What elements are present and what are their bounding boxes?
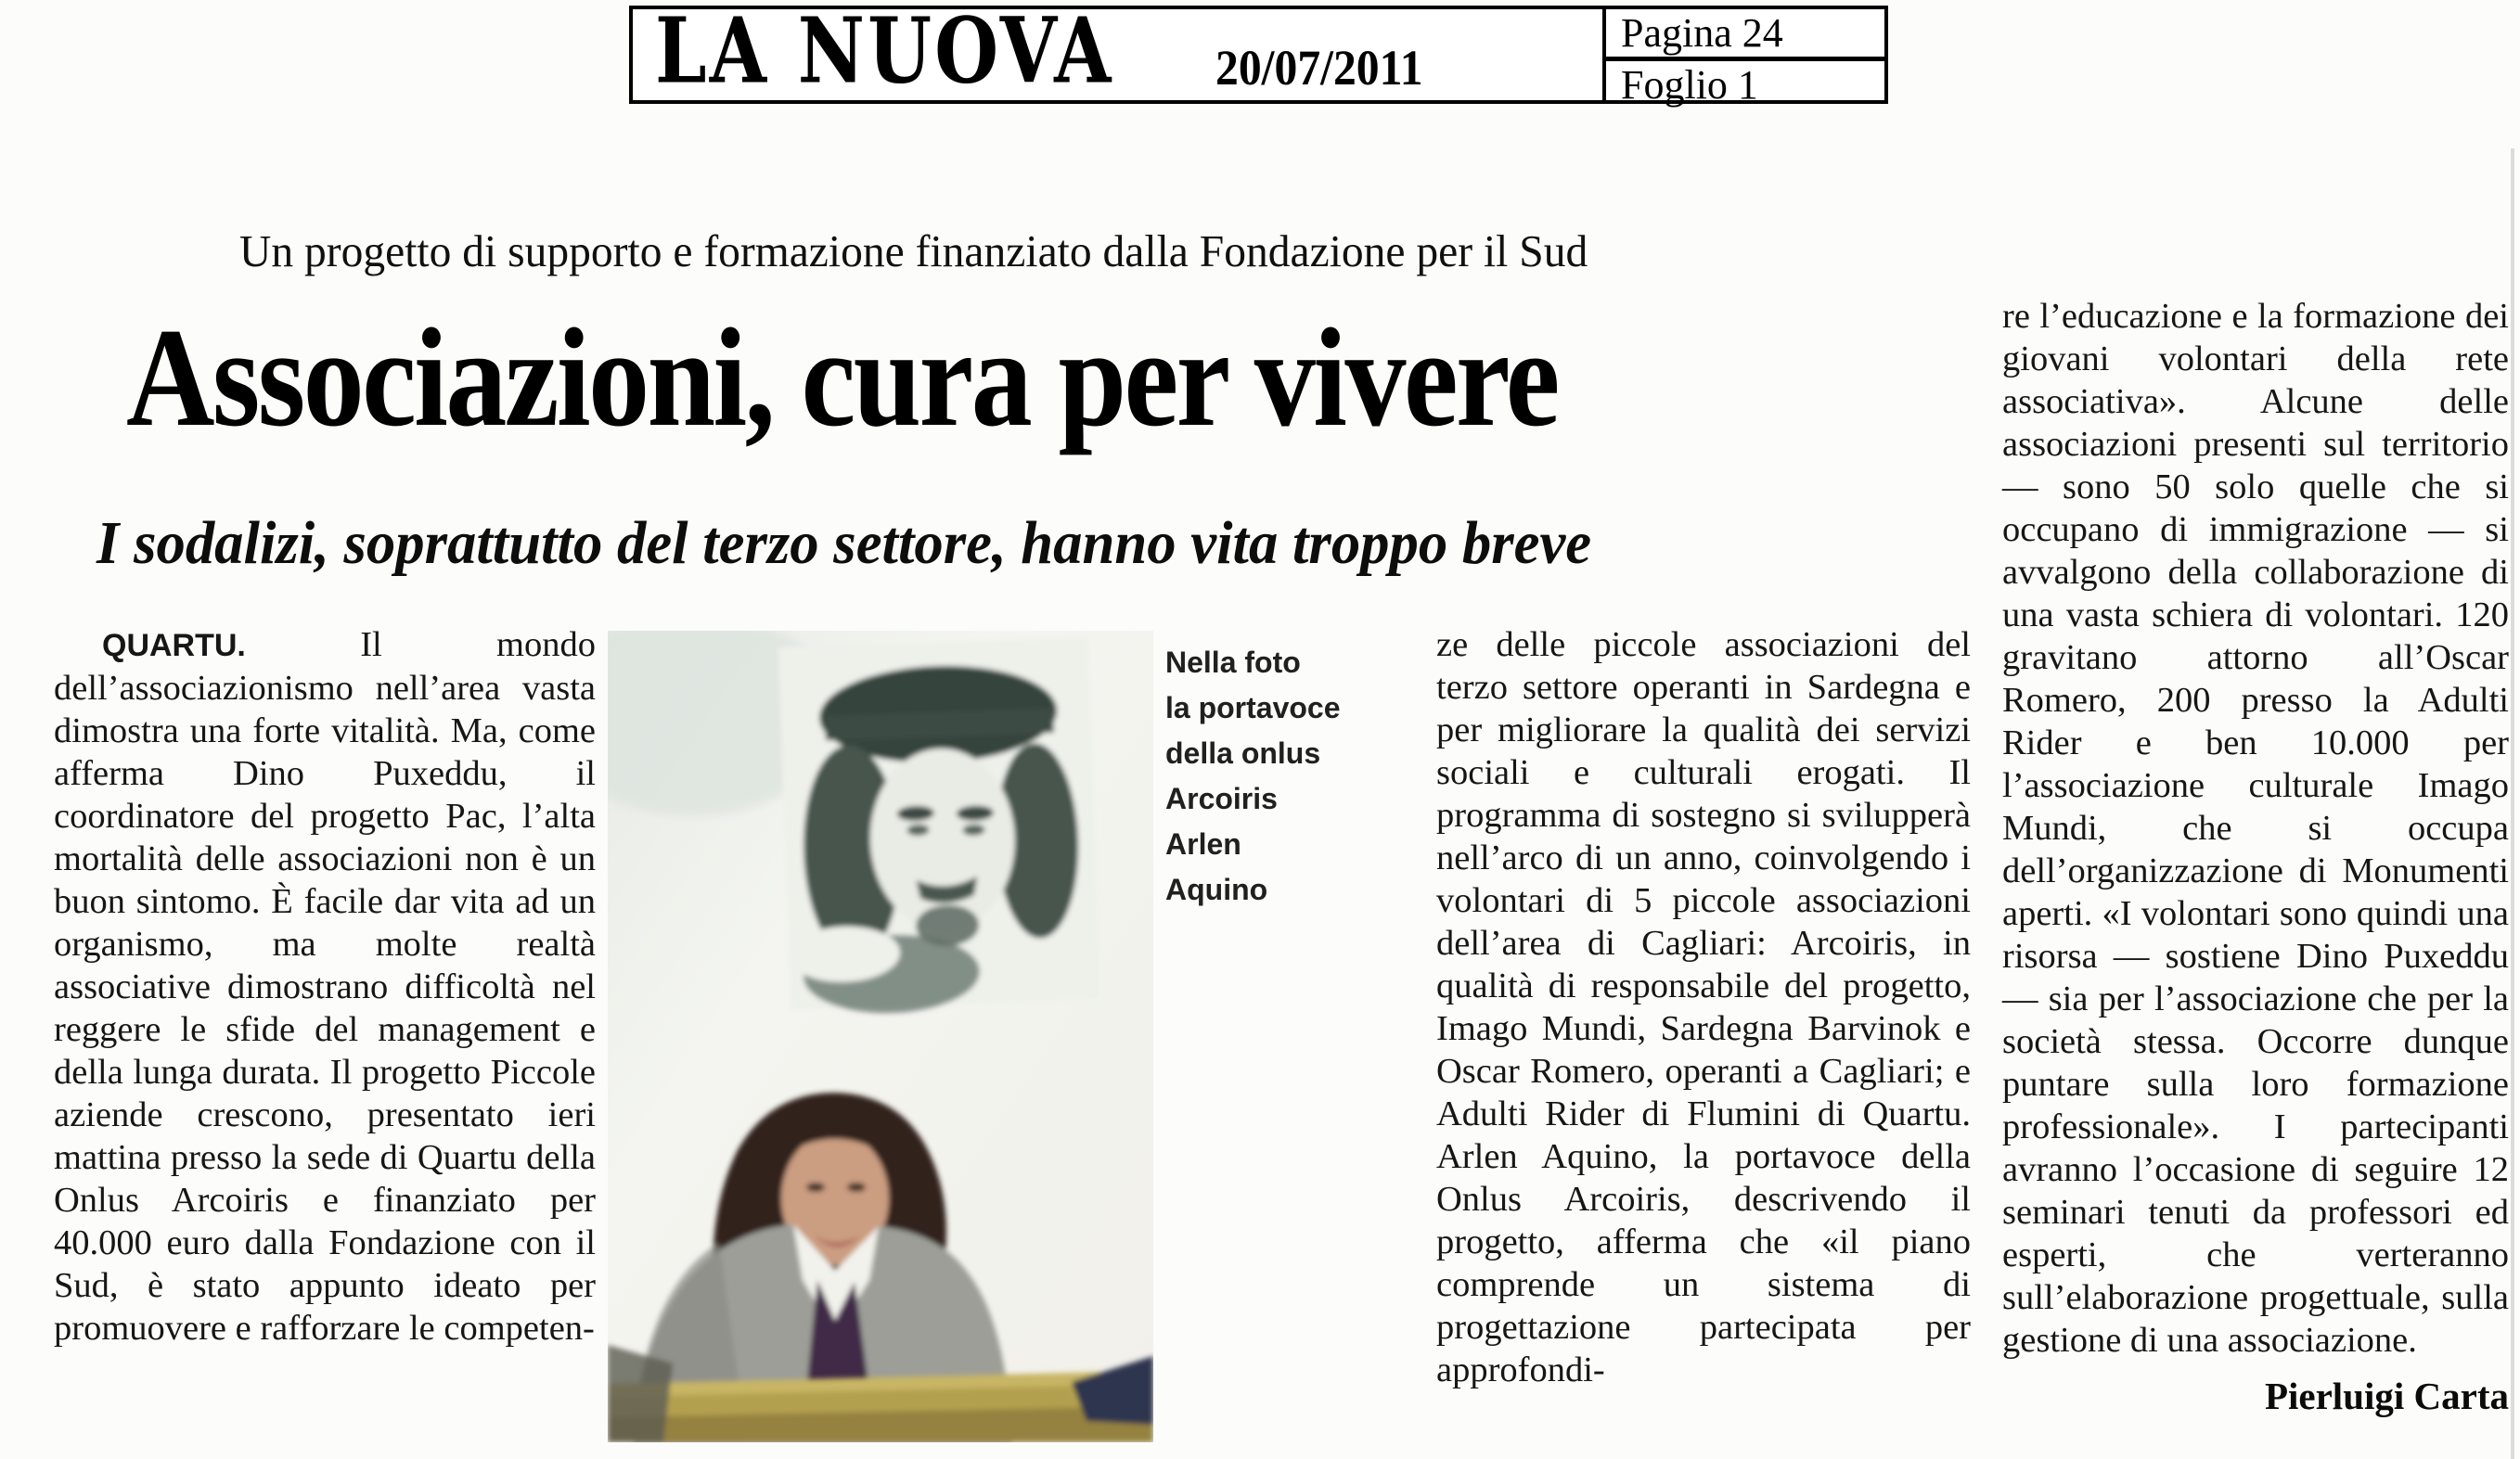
sheet-number-cell: Foglio 1 <box>1606 57 1884 109</box>
caption-line: Arlen <box>1165 827 1241 861</box>
article-photo <box>608 631 1153 1442</box>
caption-line: Nella foto <box>1165 646 1301 679</box>
che-guevara-poster <box>778 636 1102 1016</box>
article-column-3 <box>2002 295 2509 1417</box>
issue-date: 20/07/2011 <box>1215 40 1423 96</box>
article-column-1 <box>54 623 596 1350</box>
caption-line: della onlus <box>1165 736 1321 770</box>
byline: Pierluigi Carta <box>2264 1375 2509 1417</box>
column-2-text: ze delle piccole associazioni del terzo settore operanti in Sardegna e per migliorare la qualità dei servizi sociali e culturali erogati. Il programma di sostegno si svilupperà nell’arco di un anno, coinvolgendo i volontari di 5 piccole associazioni dell’area di Cagliari: Arcoiris, in qualità di responsabile del progetto, Imago Mundi, Sardegna Barvinok e Oscar Romero, operanti a Cagliari; e Adulti Rider di Flumini di Quartu. Arlen Aquino, la portavoce della Onlus Arcoiris, descrivendo il progetto, afferma che «il piano comprende un sistema di progettazione partecipata per approfondi- <box>1436 625 1971 1389</box>
masthead-logo: LA NUOVA <box>655 0 1114 104</box>
article-column-2 <box>1436 623 1971 1391</box>
page-number-cell: Pagina 24 <box>1621 10 1783 56</box>
kicker: Un progetto di supporto e formazione finanziato dalla Fondazione per il Sud <box>239 225 1588 276</box>
dateline: QUARTU. <box>102 628 246 663</box>
press-review-header <box>629 0 1888 108</box>
subtitle: I sodalizi, soprattutto del terzo settore, hanno vita troppo breve <box>96 509 1592 577</box>
header-page-table <box>1606 9 1884 108</box>
headline: Associazioni, cura per vivere <box>126 300 1558 455</box>
column-1-text: Il mondo dell’associazionismo nell’area vasta dimostra una forte vitalità. Ma, come afferma Dino Puxeddu, il coordinatore del progetto Pac, l’alta mortalità delle associazioni non è un buon sintomo. È facile dar vita ad un organismo, ma molte realtà associative dimostrano difficoltà nel reggere le sfide del management e della lunga durata. Il progetto Piccole aziende crescono, presentato ieri mattina presso la sede di Quartu della Onlus Arcoiris e finanziato per 40.000 euro dalla Fondazione con il Sud, è stato appunto ideato per promuovere e rafforzare le competen- <box>54 625 596 1348</box>
caption-line: Arcoiris <box>1165 782 1278 815</box>
caption-line: la portavoce <box>1165 691 1341 724</box>
caption-line: Aquino <box>1165 873 1268 906</box>
scan-edge-line <box>2511 148 2514 1459</box>
header-left-cell <box>633 0 1606 104</box>
column-3-text: re l’educazione e la formazione dei giovani volontari della rete associativa». Alcune delle associazioni presenti sul territorio — sono 50 solo quelle che si occupano di immigrazione — si avvalgono della collaborazione di una vasta schiera di volontari. 120 gravitano attorno all’Oscar Romero, 200 presso la Adulti Rider e ben 10.000 per l’associazione culturale Imago Mundi, che si occupa dell’organizzazione di Monumenti aperti. «I volontari sono quindi una risorsa — sostiene Dino Puxeddu — sia per l’associazione che per la società stessa. Occorre dunque puntare sulla loro formazione professionale». I partecipanti avranno l’occasione di seguire 12 seminari tenuti da professori ed esperti, che verteranno sull’elaborazione progettuale, sulla gestione di una associazione. <box>2002 297 2509 1360</box>
photo-caption <box>1165 640 1421 913</box>
